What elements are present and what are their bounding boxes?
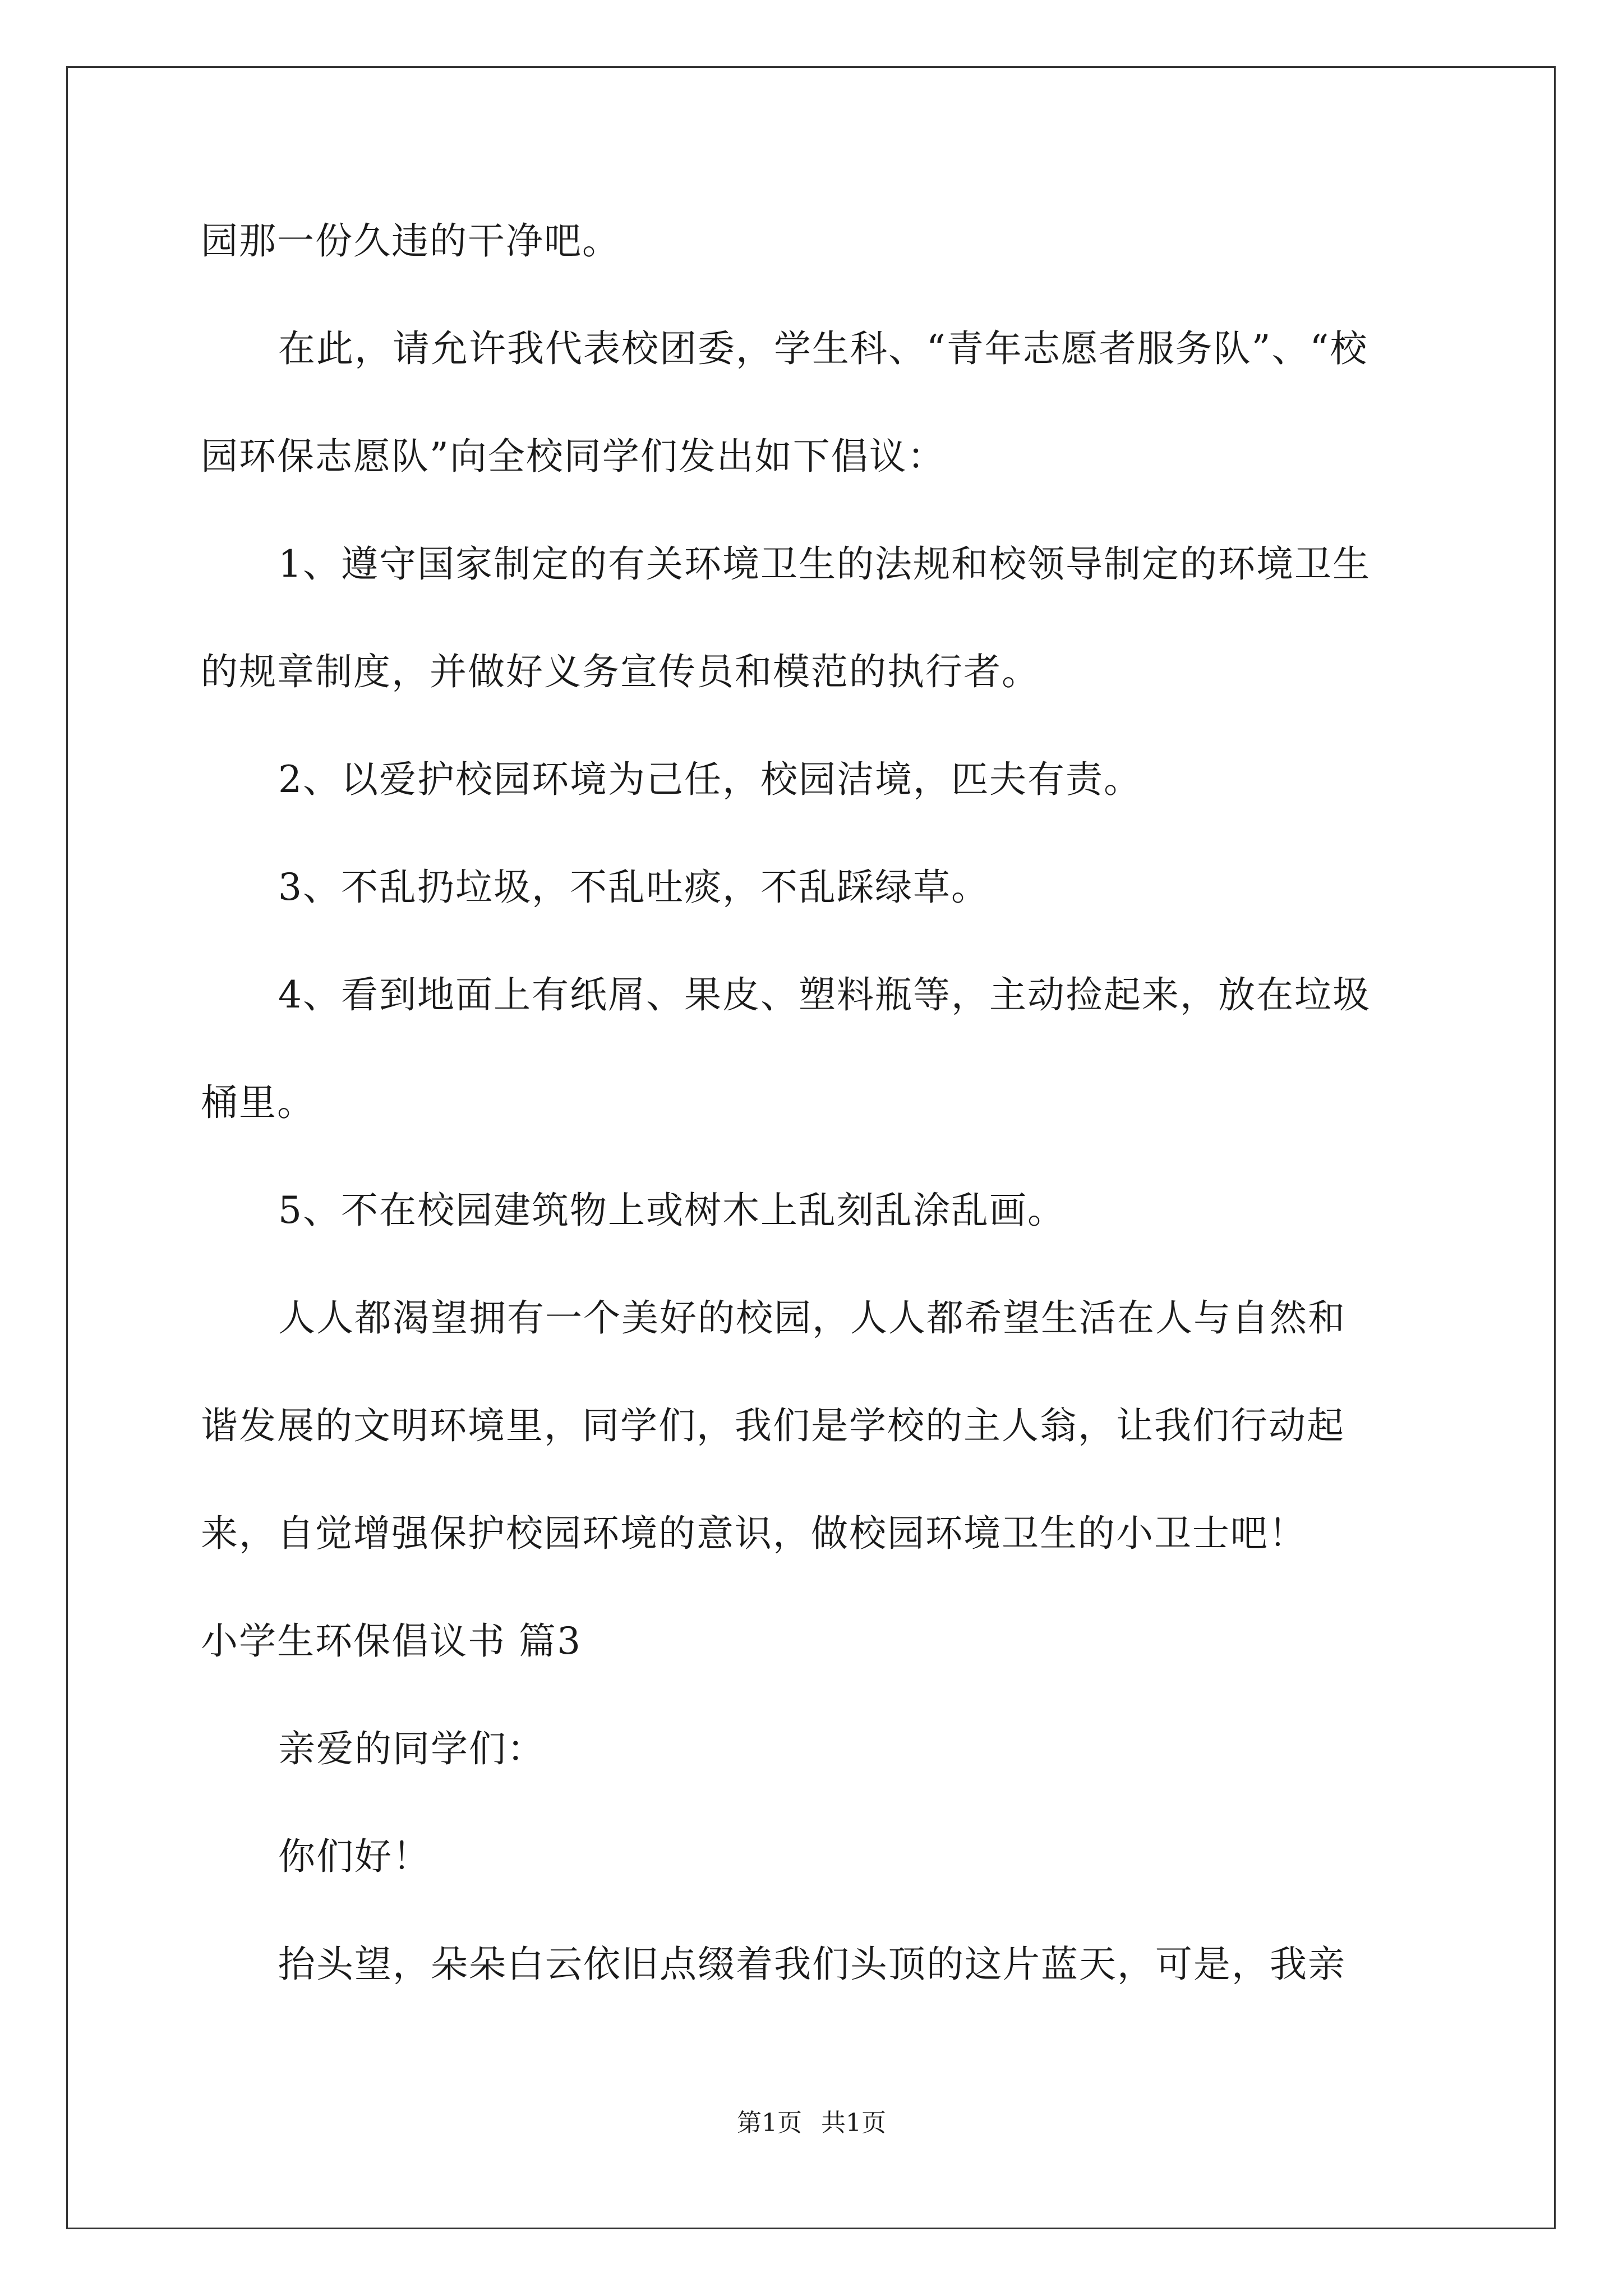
- text-line: 在此，请允许我代表校团委，学生科、“青年志愿者服务队”、“校: [278, 327, 1368, 370]
- text-line: 5、不在校园建筑物上或树木上乱刻乱涂乱画。: [278, 1189, 1066, 1232]
- text-line: 桶里。: [201, 1081, 315, 1124]
- section-heading: 小学生环保倡议书 篇3: [201, 1619, 582, 1663]
- page-number: 第1页: [737, 2109, 802, 2137]
- page-total: 共1页: [821, 2109, 886, 2137]
- text-line: 的规章制度，并做好义务宣传员和模范的执行者。: [201, 650, 1040, 693]
- page-footer: [0, 2106, 1623, 2140]
- text-line: 4、看到地面上有纸屑、果皮、塑料瓶等，主动捡起来，放在垃圾: [278, 973, 1371, 1016]
- page-border: [66, 66, 1556, 2229]
- text-line: 1、遵守国家制定的有关环境卫生的法规和校领导制定的环境卫生: [278, 542, 1371, 586]
- text-line: 你们好！: [278, 1835, 431, 1878]
- text-line: 园那一份久违的干净吧。: [201, 219, 620, 263]
- text-line: 人人都渴望拥有一个美好的校园，人人都希望生活在人与自然和: [278, 1296, 1346, 1340]
- text-line: 园环保志愿队”向全校同学们发出如下倡议：: [201, 435, 946, 478]
- text-line: 谐发展的文明环境里，同学们，我们是学校的主人翁，让我们行动起: [201, 1404, 1345, 1447]
- text-line: 3、不乱扔垃圾，不乱吐痰，不乱踩绿草。: [278, 866, 989, 909]
- text-line: 亲爱的同学们：: [278, 1727, 545, 1770]
- text-line: 抬头望，朵朵白云依旧点缀着我们头顶的这片蓝天，可是，我亲: [278, 1943, 1346, 1986]
- text-line: 来，自觉增强保护校园环境的意识，做校园环境卫生的小卫士吧！: [201, 1512, 1307, 1555]
- text-line: 2、以爱护校园环境为己任，校园洁境，匹夫有责。: [278, 758, 1142, 801]
